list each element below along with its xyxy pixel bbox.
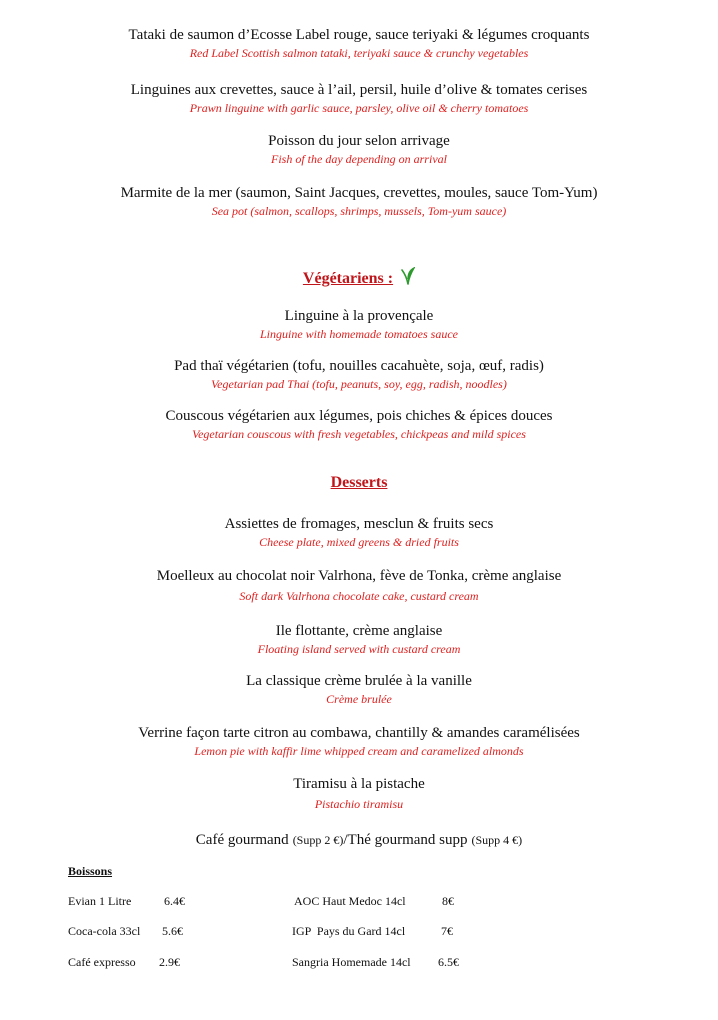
- drink-name: Café expresso: [68, 955, 136, 969]
- dish-name-en: Soft dark Valrhona chocolate cake, custard cream: [239, 589, 479, 603]
- dish-name-fr: Linguines aux crevettes, sauce à l’ail, persil, huile d’olive & tomates cerises: [130, 82, 588, 98]
- dish-name-fr: Linguine à la provençale: [284, 308, 434, 324]
- drink-price: 2.9€: [159, 955, 180, 969]
- cafe-gourmand-supp: (Supp 2 €): [292, 833, 344, 847]
- dish-name-en: Crème brulée: [326, 692, 392, 706]
- menu-item: [0, 775, 718, 812]
- the-gourmand: Thé gourmand supp: [347, 832, 468, 848]
- vegetarian-title: Végétariens :: [302, 270, 394, 287]
- section-title-vegetarian: [0, 267, 718, 290]
- menu-item: [0, 672, 718, 707]
- dish-name-en: Floating island served with custard cream: [257, 642, 461, 656]
- dish-name-fr: Ile flottante, crème anglaise: [275, 623, 443, 639]
- menu-item: [0, 357, 718, 392]
- dish-name-fr: Poisson du jour selon arrivage: [268, 133, 450, 149]
- cafe-gourmand: Café gourmand: [195, 832, 289, 848]
- dish-name-fr: Tiramisu à la pistache: [293, 776, 425, 792]
- dish-name-fr: La classique crème brulée à la vanille: [246, 673, 472, 689]
- section-title-desserts: [0, 474, 718, 492]
- drink-name: IGP Pays du Gard 14cl: [292, 924, 406, 938]
- dish-name-en: Lemon pie with kaffir lime whipped cream and caramelized almonds: [194, 744, 524, 758]
- menu-item: [0, 81, 718, 116]
- dish-name-fr: Moelleux au chocolat noir Valrhona, fève de Tonka, crème anglaise: [156, 568, 562, 584]
- dish-name-en: Vegetarian couscous with fresh vegetables, chickpeas and mild spices: [192, 427, 526, 441]
- drink-name: Coca-cola 33cl: [68, 924, 141, 938]
- gourmand-separator: /: [343, 832, 348, 848]
- drink-price: 7€: [441, 924, 453, 938]
- drink-price: 5.6€: [162, 924, 183, 938]
- drink-name: AOC Haut Medoc 14cl: [294, 894, 406, 908]
- dish-name-fr: Pad thaï végétarien (tofu, nouilles cacahuète, soja, œuf, radis): [174, 358, 544, 374]
- dish-name-en: Sea pot (salmon, scallops, shrimps, mussels, Tom-yum sauce): [211, 204, 507, 218]
- drink-price: 8€: [442, 894, 454, 908]
- the-gourmand-supp: (Supp 4 €): [471, 833, 523, 847]
- gourmand-line: [0, 831, 718, 849]
- dish-name-en: Red Label Scottish salmon tataki, teriyaki sauce & crunchy vegetables: [189, 46, 529, 60]
- dish-name-fr: Couscous végétarien aux légumes, pois chiches & épices douces: [165, 408, 553, 424]
- drink-price: 6.5€: [438, 955, 459, 969]
- menu-item: [0, 724, 718, 759]
- menu-item: [0, 622, 718, 657]
- drink-price: 6.4€: [164, 894, 185, 908]
- dish-name-en: Linguine with homemade tomatoes sauce: [260, 327, 458, 341]
- dish-name-fr: Assiettes de fromages, mesclun & fruits secs: [224, 516, 494, 532]
- menu-item: [0, 307, 718, 342]
- drink-name: Sangria Homemade 14cl: [292, 955, 411, 969]
- drink-name: Evian 1 Litre: [68, 894, 132, 908]
- menu-item: [0, 132, 718, 167]
- desserts-title: Desserts: [330, 474, 388, 491]
- drinks-title: Boissons: [68, 864, 113, 878]
- menu-item: [0, 515, 718, 550]
- dish-name-en: Cheese plate, mixed greens & dried fruits: [259, 535, 459, 549]
- dish-name-en: Prawn linguine with garlic sauce, parsley, olive oil & cherry tomatoes: [189, 101, 529, 115]
- leaf-icon: [401, 267, 415, 290]
- dish-name-fr: Verrine façon tarte citron au combawa, chantilly & amandes caramélisées: [138, 725, 580, 741]
- dish-name-en: Pistachio tiramisu: [314, 797, 404, 811]
- menu-item: [0, 567, 718, 604]
- dish-name-fr: Marmite de la mer (saumon, Saint Jacques, crevettes, moules, sauce Tom-Yum): [120, 185, 598, 201]
- dish-name-en: Fish of the day depending on arrival: [271, 152, 447, 166]
- dish-name-fr: Tataki de saumon d’Ecosse Label rouge, sauce teriyaki & légumes croquants: [128, 27, 590, 43]
- menu-item: [0, 184, 718, 219]
- menu-item: [0, 407, 718, 442]
- dish-name-en: Vegetarian pad Thai (tofu, peanuts, soy, egg, radish, noodles): [211, 377, 507, 391]
- menu-item: [0, 26, 718, 61]
